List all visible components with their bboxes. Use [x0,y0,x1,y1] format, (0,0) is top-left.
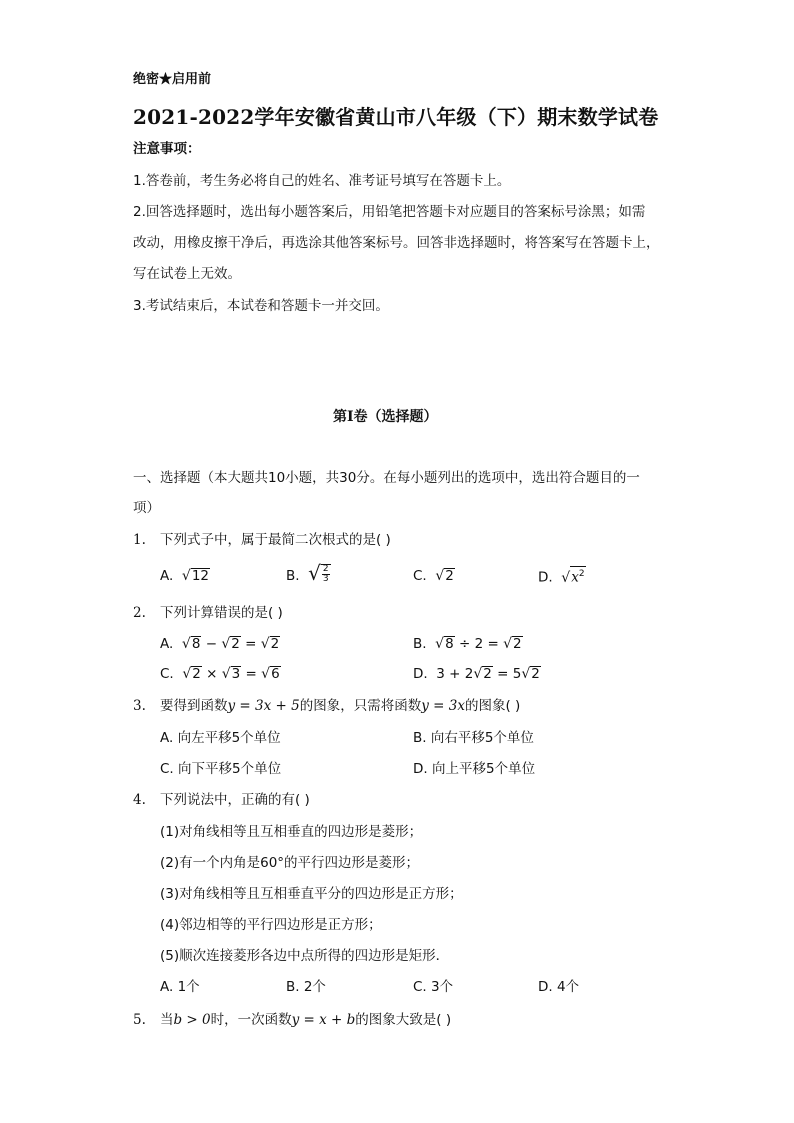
part-heading-a: 一、选择题（本大题共10小题，共30分。在每小题列出的选项中，选出符合题目的一 [133,470,640,486]
volume-title: 第I卷（选择题） [333,409,438,425]
notice-line-2a: 2.回答选择题时，选出每小题答案后，用铅笔把答题卡对应题目的答案标号涂黑；如需 [133,204,646,220]
q4-statement-4: (4)邻边相等的平行四边形是正方形； [160,917,382,933]
notice-line-1: 1.答卷前，考生务必将自己的姓名、准考证号填写在答题卡上。 [133,173,511,189]
q4-option-b: B. 2个 [286,979,326,995]
q1-d-radical: √ $x^2$ [561,566,585,585]
q1-b-radical: √ $\frac{2}{3}$ [308,561,329,585]
q2-option-b: B. √ 8 ÷ 2 = √ 2 [413,636,522,652]
q4-statement-2: (2)有一个内角是60°的平行四边形是菱形； [160,855,420,871]
q2-option-c: C. √ 2 × √ 3 = √ 6 [160,666,280,682]
notice-line-3: 3.考试结束后，本试卷和答题卡一并交回。 [133,298,389,314]
q2-option-d: D. 3 + 2 √ 2 = 5 √ 2 [413,666,540,682]
q5-number: 5. [133,1012,146,1028]
q4-statement-1: (1)对角线相等且互相垂直的四边形是菱形； [160,824,423,840]
q4-statement-5: (5)顺次连接菱形各边中点所得的四边形是矩形． [160,948,450,964]
q3-option-c: C. 向下平移5个单位 [160,761,282,777]
part-heading-b: 项） [133,500,160,516]
q3-number: 3. [133,698,146,714]
q4-option-d: D. 4个 [538,979,580,995]
q2-number: 2. [133,605,146,621]
q1-option-c: C. √ 2 [413,568,454,584]
q3-option-a: A. 向左平移5个单位 [160,730,281,746]
q1-c-radical: √ 2 [435,568,454,584]
q4-option-a: A. 1个 [160,979,200,995]
q4-stem: 下列说法中，正确的有( ) [160,792,310,808]
q1-option-d: D. √ $x^2$ [538,566,586,588]
q1-a-radical: √ 12 [181,568,209,584]
notice-line-2b: 改动，用橡皮擦干净后，再选涂其他答案标号。回答非选择题时，将答案写在答题卡上， [133,235,660,251]
q4-number: 4. [133,792,146,808]
q2-option-a: A. √ 8 − √ 2 = √ 2 [160,636,280,652]
confidential-label: 绝密★启用前 [133,72,212,87]
q4-statement-3: (3)对角线相等且互相垂直平分的四边形是正方形； [160,886,463,902]
q3-option-d: D. 向上平移5个单位 [413,761,536,777]
exam-title: 2021-2022学年安徽省黄山市八年级（下）期末数学试卷 [133,105,659,129]
q3-stem: 要得到函数y = 3x + 5的图象，只需将函数y = 3x的图象( ) [160,698,521,714]
q1-option-a: A. √ 12 [160,568,209,584]
q1-number: 1. [133,532,146,548]
q2-stem: 下列计算错误的是( ) [160,605,283,621]
q5-stem: 当b > 0时，一次函数y = x + b的图象大致是( ) [160,1012,452,1028]
q3-option-b: B. 向右平移5个单位 [413,730,534,746]
notice-line-2c: 写在试卷上无效。 [133,266,241,282]
q1-option-b: B. √ $\frac{2}{3}$ [286,561,329,585]
q1-stem: 下列式子中，属于最简二次根式的是( ) [160,532,391,548]
notice-heading: 注意事项： [133,141,201,157]
q4-option-c: C. 3个 [413,979,454,995]
